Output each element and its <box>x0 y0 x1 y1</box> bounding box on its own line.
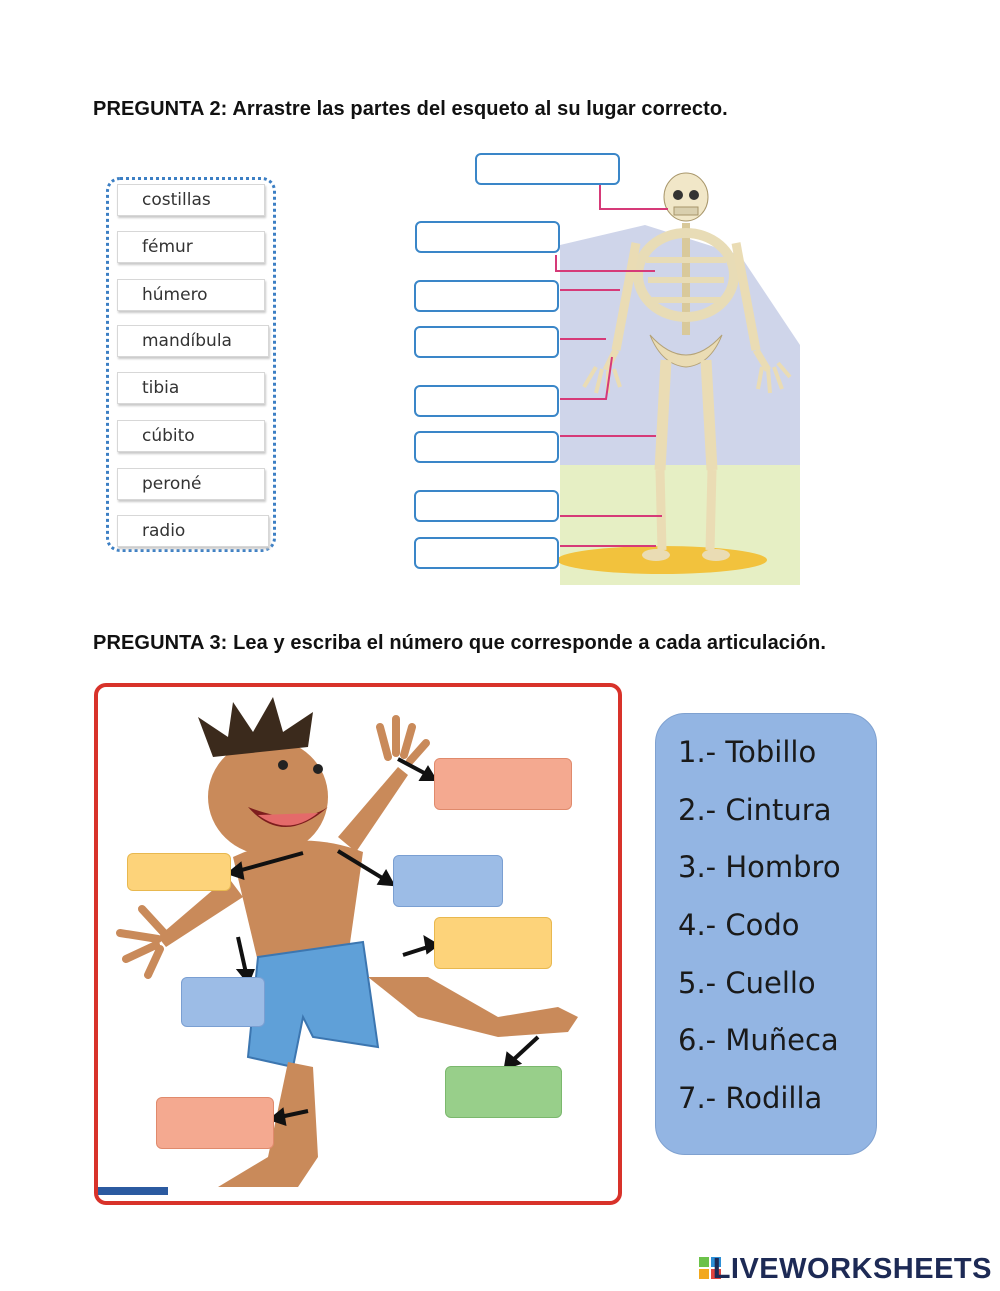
skeleton-scene <box>410 145 830 585</box>
word-bank <box>106 177 276 552</box>
drop-box-radius[interactable] <box>414 385 559 417</box>
word-tile-cubito[interactable]: cúbito <box>117 420 265 452</box>
word-tile-perone[interactable]: peroné <box>117 468 265 500</box>
word-tile-humero[interactable]: húmero <box>117 279 265 311</box>
answer-box-shoulder[interactable] <box>393 855 503 907</box>
boy-illustration-frame <box>94 683 622 1205</box>
legend-item: 4.- Codo <box>678 908 800 942</box>
brand-name: LIVEWORKSHEETS <box>712 1253 992 1285</box>
drop-box-fibula[interactable] <box>414 537 559 569</box>
answer-box-knee[interactable] <box>156 1097 274 1149</box>
drop-box-femur[interactable] <box>414 431 559 463</box>
joints-legend <box>655 713 877 1155</box>
word-tile-tibia[interactable]: tibia <box>117 372 265 404</box>
drop-box-ulna[interactable] <box>414 326 559 358</box>
legend-item: 3.- Hombro <box>678 850 841 884</box>
drop-box-humerus[interactable] <box>414 280 559 312</box>
drop-box-ribs[interactable] <box>415 221 560 253</box>
question-2-title: PREGUNTA 2: Arrastre las partes del esqueto al su lugar correcto. <box>93 98 728 120</box>
answer-box-wrist[interactable] <box>434 758 572 810</box>
answer-box-elbow[interactable] <box>181 977 265 1027</box>
answer-box-waist[interactable] <box>434 917 552 969</box>
answer-box-ankle[interactable] <box>445 1066 562 1118</box>
legend-item: 6.- Muñeca <box>678 1023 839 1057</box>
question-3-title: PREGUNTA 3: Lea y escriba el número que corresponde a cada articulación. <box>93 632 826 654</box>
word-tile-mandibula[interactable]: mandíbula <box>117 325 269 357</box>
drop-box-mandible[interactable] <box>475 153 620 185</box>
legend-item: 5.- Cuello <box>678 966 816 1000</box>
answer-box-neck[interactable] <box>127 853 231 891</box>
word-tile-radio[interactable]: radio <box>117 515 269 547</box>
word-tile-costillas[interactable]: costillas <box>117 184 265 216</box>
legend-item: 2.- Cintura <box>678 793 832 827</box>
legend-item: 7.- Rodilla <box>678 1081 823 1115</box>
word-tile-femur[interactable]: fémur <box>117 231 265 263</box>
legend-item: 1.- Tobillo <box>678 735 817 769</box>
drop-box-tibia[interactable] <box>414 490 559 522</box>
